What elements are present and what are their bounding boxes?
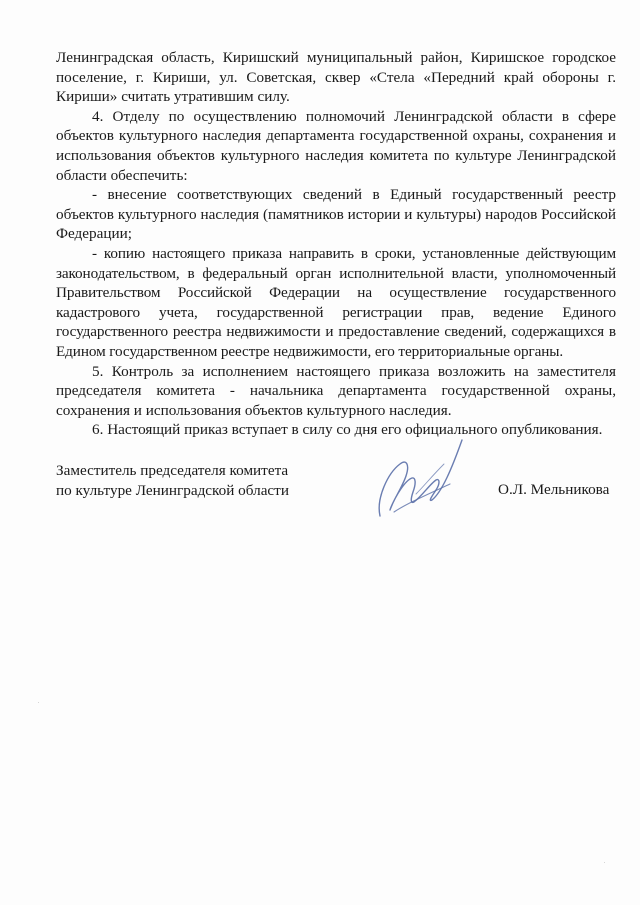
signatory-position [56,461,289,500]
signatory-name: О.Л. Мельникова [498,481,610,498]
document-body [56,48,616,440]
signature-block [0,458,640,538]
scan-speck [604,862,605,863]
handwritten-signature-icon [366,428,476,528]
paragraph-4: 4. Отделу по осуществлению полномочий Ленинградской области в сфере объектов культурного наследия департамента государственной охраны, сохранения и использования объектов культурного наследия комитета по культуре Ленинградской области обеспечить: [56,107,616,184]
paragraph-5: 5. Контроль за исполнением настоящего приказа возложить на заместителя председателя комитета - начальника департамента государственной охраны, сохранения и использования объектов культурного наследия. [56,362,616,419]
scan-speck [38,702,39,703]
paragraph-4-item-2: - копию настоящего приказа направить в сроки, установленные действующим законодательством, в федеральный орган исполнительной власти, уполномоченный Правительством Российской Федерации на осуществление государственного кадастрового учета, государственной регистрации прав, ведение Единого государственного реестра недвижимости и предоставление сведений, содержащихся в Едином государственном реестре недвижимости, его территориальные органы. [56,244,616,360]
paragraph-intro: Ленинградская область, Киришский муниципальный район, Киришское городское поселение, г. Кириши, ул. Советская, сквер «Стела «Передний край обороны г. Кириши» считать утратившим силу. [56,49,616,106]
signatory-position-line-1: Заместитель председателя комитета [56,462,289,479]
paragraph-4-item-1: - внесение соответствующих сведений в Единый государственный реестр объектов культурного наследия (памятников истории и культуры) народов Российской Федерации; [56,186,616,243]
paragraph-6: 6. Настоящий приказ вступает в силу со дня его официального опубликования. [92,421,603,439]
signatory-position-line-2: по культуре Ленинградской области [56,481,289,499]
